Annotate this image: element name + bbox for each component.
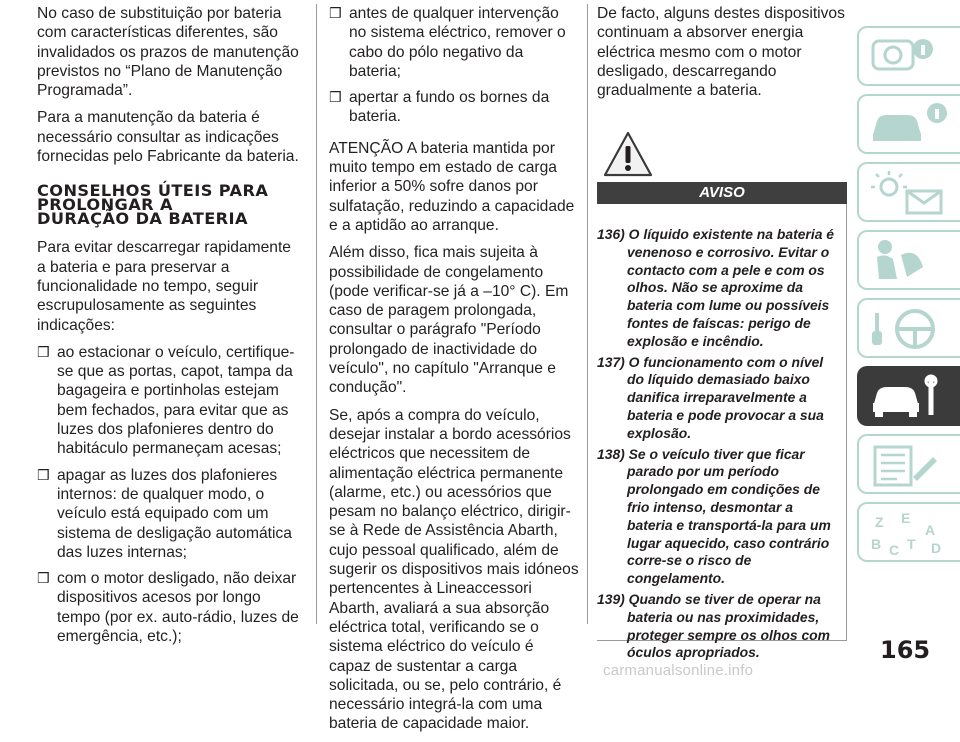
warning-number: 137)	[597, 353, 625, 370]
checkbox-bullet-icon: ❒	[37, 466, 50, 483]
warning-item	[597, 446, 841, 588]
paragraph: De facto, alguns destes dispositivos continuam a absorver energia eléctrica mesmo com o motor desligado, descarregando gradualmente a bateria.	[597, 5, 845, 100]
checkbox-bullet-icon: ❒	[37, 343, 50, 360]
svg-text:B: B	[871, 536, 882, 552]
paragraph: ATENÇÃO A bateria mantida por muito tempo em estado de carga inferior a 50% sofre danos por sulfatação, reduzindo a capacidade e a aptidão ao arranque.	[329, 139, 575, 234]
warning-text: Se o veículo tiver que ficar parado por um período prolongado em condições de frio intenso, desmontar a bateria e transportá-la para um lugar aquecido, caso contrário corre-se o risco de congelamento.	[627, 445, 831, 587]
svg-text:T: T	[907, 536, 916, 552]
tab-index[interactable]	[857, 502, 960, 562]
tab-maintenance[interactable]	[857, 366, 960, 426]
list-item	[37, 343, 301, 459]
technical-data-list-icon	[867, 441, 953, 489]
list-item	[37, 466, 301, 562]
warning-text: O líquido existente na bateria é venenoso e corrosivo. Evitar o contacto com a pele e com os olhos. Não se aproxime da bateria com lume ou possíveis fontes de faíscas: perigo de explosão e incêndio.	[627, 226, 834, 349]
warning-item	[597, 591, 841, 662]
list-item-text: ao estacionar o veículo, certifique-se que as portas, capot, tampa da bagageira e portinholas estejam bem fechados, para evitar que as luzes dos plafonieres dentro do habitáculo permaneçam acesas;	[57, 343, 295, 458]
dashboard-info-icon	[867, 33, 953, 81]
tab-technical-data[interactable]	[857, 434, 960, 494]
chapter-tabs	[857, 26, 960, 570]
warning-triangle-icon	[603, 131, 653, 177]
column-middle	[329, 4, 579, 742]
car-info-icon	[867, 101, 953, 149]
tab-safety[interactable]	[857, 230, 960, 290]
column-right	[597, 4, 849, 108]
list-item	[329, 4, 579, 81]
svg-text:Z: Z	[875, 514, 884, 530]
paragraph: Para evitar descarregar rapidamente a bateria e para preservar a funcionalidade no tempo, seguir escrupulosamente as seguintes indicações:	[37, 239, 291, 334]
alphabet-index-icon	[867, 509, 953, 557]
paragraph: No caso de substituição por bateria com características diferentes, são invalidados os prazos de manutenção previstos no “Plano de Manutenção Programada”.	[37, 5, 299, 100]
tab-starting-driving[interactable]	[857, 298, 960, 358]
checkbox-bullet-icon: ❒	[329, 89, 342, 106]
warning-text: Quando se tiver de operar na bateria ou nas proximidades, proteger sempre os olhos com óculos apropriados.	[627, 590, 831, 661]
svg-text:D: D	[931, 540, 942, 556]
svg-text:A: A	[925, 522, 936, 538]
heading-line: PROLONGAR A	[37, 195, 173, 215]
warning-number: 136)	[597, 226, 625, 242]
list-item-text: apagar as luzes dos plafonieres internos: de qualquer modo, o veículo está equipado com um sistema de desligação automática das luzes internas;	[57, 466, 292, 561]
column-divider	[316, 4, 317, 624]
tab-dashboard[interactable]	[857, 26, 960, 86]
svg-text:C: C	[889, 542, 900, 557]
paragraph: Para a manutenção da bateria é necessário consultar as indicações fornecidas pelo Fabricante da bateria.	[37, 109, 299, 166]
list-item-text: com o motor desligado, não deixar dispositivos acesos por longo tempo (por ex. auto-rádio, luzes de emergência, etc.);	[57, 570, 299, 646]
steering-wheel-key-icon	[867, 305, 953, 353]
warning-item	[597, 226, 841, 351]
column-left	[37, 4, 301, 653]
svg-text:E: E	[901, 510, 911, 526]
list-item-text: apertar a fundo os bornes da bateria.	[349, 89, 550, 126]
warning-item	[597, 354, 841, 443]
watermark: carmanualsonline.info	[603, 662, 754, 679]
checkbox-bullet-icon: ❒	[37, 570, 50, 587]
list-item	[329, 88, 579, 127]
heading-line: DURAÇÃO DA BATERIA	[37, 209, 248, 229]
lights-warning-icon	[867, 169, 953, 217]
page-number: 165	[880, 636, 931, 664]
warning-number: 139)	[597, 590, 625, 607]
warning-text: O funcionamento com o nível do líquido demasiado baixo danifica irreparavelmente a bateria e pode provocar a sua explosão.	[627, 353, 824, 441]
checkbox-bullet-icon: ❒	[329, 5, 342, 21]
tab-car-info[interactable]	[857, 94, 960, 154]
warning-list	[597, 226, 841, 662]
heading-line: CONSELHOS ÚTEIS PARA	[37, 181, 269, 201]
car-wrench-icon	[867, 373, 953, 421]
tab-lights-warnings[interactable]	[857, 162, 960, 222]
list-item-text: antes de qualquer intervenção no sistema eléctrico, remover o cabo do pólo negativo da bateria;	[349, 5, 566, 80]
section-heading	[37, 181, 301, 229]
column-divider	[587, 4, 588, 624]
warning-number: 138)	[597, 445, 625, 462]
airbag-seat-icon	[867, 237, 953, 285]
list-item	[37, 569, 301, 646]
paragraph: Se, após a compra do veículo, desejar instalar a bordo acessórios eléctricos que necessitem de alimentação eléctrica permanente (alarme, etc.) ou acessórios que pesam no balanço eléctrico, dirigir-se à Rede de Assistência Abarth, cujo pessoal qualificado, além de sugerir os dispositivos mais idóneos pertencentes à Lineaccessori Abarth, avaliará a sua absorção eléctrica total, verificando se o sistema eléctrico do veículo é capaz de sustentar a carga solicitada, ou se, pelo contrário, é necessário integrá-la com uma bateria de capacidade maior.	[329, 406, 579, 733]
paragraph: Além disso, fica mais sujeita à possibilidade de congelamento (pode verificar-se já a –10° C). Em caso de paragem prolongada, consultar o parágrafo "Período prolongado de inactividade do veículo", no capítulo "Arranque e condução".	[329, 244, 569, 397]
warning-header: AVISO	[597, 182, 847, 204]
